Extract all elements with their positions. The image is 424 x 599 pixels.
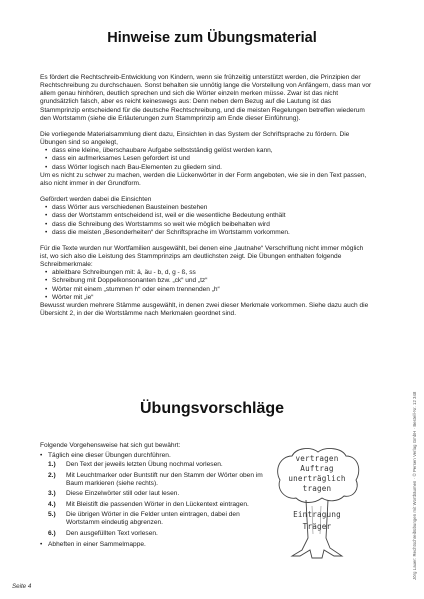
schreibmerkmal-item: • Wörter mit einem „stummen h“ oder einem trennenden „h“ <box>45 286 372 294</box>
tree-word: tragen <box>302 484 332 493</box>
step-item <box>40 530 265 539</box>
material-point: • dass Wörter logisch nach Bau-Elementen zu gliedern sind. <box>45 164 372 172</box>
page-number: Seite 4 <box>12 583 32 590</box>
lueckentext-note: Um es nicht zu schwer zu machen, werden die Lückenwörter in der Form angeboten, wie sie in den Text passen, also nicht immer in der Grundform. <box>40 171 367 187</box>
step-item <box>40 511 265 528</box>
intro-paragraph: Es fördert die Rechtschreib-Entwicklung von Kindern, wenn sie frühzeitig unterstützt werden, die Prinzipien der Rechtschreibung zu durchschauen. Sonst behalten sie unnötig lange die Vorstellung von Anfängern, dass man vor allem genau hinhören, deutlich sprechen und sich die Wörter einzeln merken müsse. Zwar ist das nicht grundsätzlich falsch, aber es reicht keineswegs aus: Denn neben dem Bezug auf die Lautung ist das Stammprinzip entscheidend für die deutsche Rechtschreibung, und die meisten Regelungen betreffen wiederum den Wortstamm (siehe die Erläuterungen zum Stammprinzip am Ende dieser Einführung). <box>40 74 372 122</box>
step-text: Mit Leuchtmarker oder Buntstift nur den Stamm der Wörter oben im Baum markieren (siehe rechts). <box>66 471 263 488</box>
step-item <box>40 461 265 470</box>
step-number: 2.) <box>48 471 56 479</box>
material-points-list <box>40 147 372 171</box>
material-point: • dass eine kleine, überschaubare Aufgabe selbstständig gelöst werden kann, <box>45 147 372 155</box>
step-item <box>40 501 265 510</box>
step-item <box>40 490 265 499</box>
step-text: Den Text der jeweils letzten Übung nochmal vorlesen. <box>66 461 223 469</box>
step-text: Den ausgefüllten Text vorlesen. <box>66 529 158 537</box>
tree-word: Träger <box>302 522 332 531</box>
wortfamilien-paragraph: Für die Texte wurden nur Wortfamilien ausgewählt, bei denen eine „lautnahe“ Verschriftung nicht immer möglich ist, wo sich also die Leistung des Stammprinzips am deutlichsten zeigt. Die Übungen enthalten folgende Schreibmerkmale: <box>40 244 364 269</box>
step-number: 4.) <box>48 500 56 508</box>
insight-item: • dass die meisten „Besonderheiten“ der Schriftsprache im Wortstamm vorkommen. <box>45 229 372 237</box>
step-text: Mit Bleistift die passenden Wörter in den Lückentext eintragen. <box>66 500 249 508</box>
schreibmerkmal-item: • Wörter mit „ie“ <box>45 294 372 302</box>
insight-item: • dass die Schreibung des Wortstamms so weit wie möglich beibehalten wird <box>45 221 372 229</box>
stamm-note: Bewusst wurden mehrere Stämme ausgewählt, in denen zwei dieser Merkmale vorkommen. Siehe dazu auch die Übersicht 2, in der die Wortstämme nach Merkmalen geordnet sind. <box>40 301 369 318</box>
procedure-section <box>40 441 265 550</box>
word-tree-illustration <box>272 446 362 572</box>
section-title: Übungsvorschläge <box>139 400 285 417</box>
insight-item: • dass Wörter aus verschiedenen Bausteinen bestehen <box>45 204 372 212</box>
daily-line: • Täglich eine dieser Übungen durchführen. <box>40 451 265 461</box>
material-point: • dass ein aufmerksames Lesen gefordert ist und <box>45 155 372 163</box>
intro-section <box>40 74 372 318</box>
tree-word: vertragen <box>295 454 339 463</box>
tree-word: Eintragung <box>293 510 341 519</box>
insights-intro: Gefördert werden dabei die Einsichten <box>40 196 152 204</box>
step-number: 5.) <box>48 510 56 518</box>
steps-list <box>40 461 265 538</box>
step-text: Diese Einzelwörter still oder laut lesen. <box>66 490 180 498</box>
tree-word: unerträglich <box>288 474 346 483</box>
procedure-intro: Folgende Vorgehensweise hat sich gut bewährt: <box>40 442 181 449</box>
step-number: 6.) <box>48 529 56 537</box>
step-item <box>40 472 265 489</box>
material-intro: Die vorliegende Materialsammlung dient dazu, Einsichten in das System der Schriftsprache zu fördern. Die Übungen sind so angelegt, <box>40 130 350 147</box>
step-text: Die übrigen Wörter in die Felder unten eintragen, dabei den Wortstamm eindeutig abgrenzen. <box>66 510 240 527</box>
page-title: Hinweise zum Übungsmaterial <box>107 30 317 46</box>
schreibmerkmal-item: • ableitbare Schreibungen mit: ä, äu - b, d, g - ß, ss <box>45 269 372 277</box>
step-number: 1.) <box>48 461 56 469</box>
step-number: 3.) <box>48 490 56 498</box>
schreibmerkmal-item: • Schreibung mit Doppelkonsonanten bzw. „ck“ und „tz“ <box>45 277 372 285</box>
side-copyright <box>409 140 419 580</box>
insight-item: • dass der Wortstamm entscheidend ist, weil er die wesentliche Bedeutung enthält <box>45 212 372 220</box>
tree-word: Auftrag <box>300 464 334 473</box>
schreibmerkmale-list <box>40 269 372 302</box>
insights-list <box>40 204 372 237</box>
final-line: • Abheften in einer Sammelmappe. <box>40 540 265 550</box>
side-copyright-text: Jörg Lauer: Rechtschreibübungen mit Wortbäumen · © Persen Verlag GmbH · Bestell-Nr. 12 348 <box>412 391 417 580</box>
